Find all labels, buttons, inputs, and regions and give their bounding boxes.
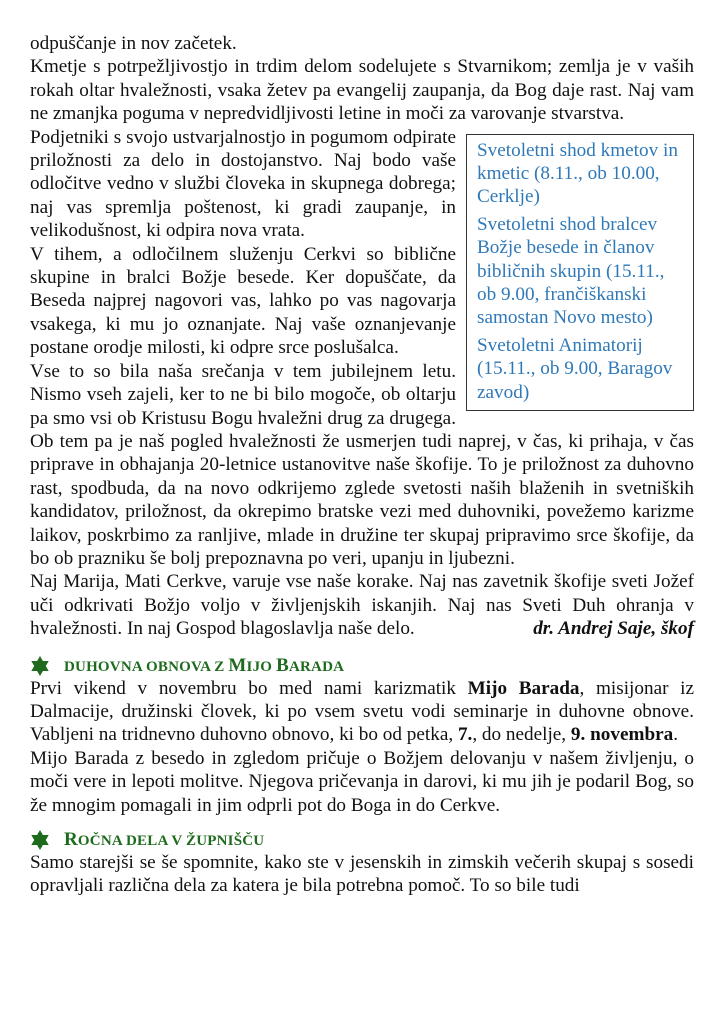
section-title: DUHOVNA OBNOVA Z MIJO BARADA bbox=[64, 654, 345, 676]
events-box bbox=[466, 134, 694, 411]
paragraph: Mijo Barada z besedo in zgledom pričuje o Božjem delovanju v našem življenju, o moči vere in lepoti molitve. Njegova pričevanja in darovi, ki mu jih je podaril Bog, so že mnogim pomagali in jim odprli pot do Boga in do Cerkve. bbox=[30, 747, 694, 816]
paragraph bbox=[30, 570, 694, 640]
signature: dr. Andrej Saje, škof bbox=[533, 618, 694, 640]
paragraph: Samo starejši se še spomnite, kako ste v jesenskih in zimskih večerih skupaj s sosedi opravljali različna dela za katera je bila potrebna pomoč. To so bile tudi bbox=[30, 852, 694, 897]
star-icon bbox=[30, 656, 50, 676]
paragraph: Vse to so bila naša srečanja v tem jubilejnem letu. Nismo vseh zajeli, ker to ne bi bilo mogoče, ob oltarju pa smo vsi ob Kristusu Bogu hvaležni drug za drugega. Ob tem pa je naš pogled hvaležnosti že usmerjen tudi naprej, v čas, ki prihaja, v čas priprave in obhajanja 20-letnice ustanovitve naše škofije. To je priložnost za duhovno rast, spodbuda, da na novo odkrijemo zglede svetosti naših blaženih in svetniških kandidatov, priložnost, da okrepimo bratske vezi med duhovniki, povežemo karizme laikov, poskrbimo za ranljive, mlade in družine ter skupaj pripravimo srce škofije, da bo ob prazniku še bolj prepoznavna po veri, upanju in ljubezni. bbox=[30, 360, 694, 569]
section-heading bbox=[30, 655, 694, 677]
paragraph: Prvi vikend v novembru bo med nami karizmatik Mijo Barada, misijonar iz Dalmacije, družinski človek, ki po vsem svetu vodi seminarje in duhovne obnove. Vabljeni na tridnevno duhovno obnovo, ki bo od petka, 7., do nedelje, 9. novembra. bbox=[30, 677, 695, 746]
section-heading bbox=[30, 829, 694, 851]
star-icon bbox=[30, 830, 50, 850]
paragraph: Podjetniki s svojo ustvarjalnostjo in pogumom odpirate priložnosti za delo in dostojanstvo. Naj bodo vaše odločitve vedno v službi človeka in skupnega dobrega; naj vas spremlja poštenost, ki gradi zaupanje, in velikodušnost, ki odpira nova vrata. bbox=[30, 126, 456, 242]
document-page bbox=[30, 32, 694, 898]
event-item: Svetoletni shod bralcev Božje besede in članov bibličnih skupin (15.11., ob 9.00, frančiškanski samostan Novo mesto) bbox=[477, 213, 665, 329]
paragraph: V tihem, a odločilnem služenju Cerkvi so biblične skupine in bralci Božje besede. Ker dopuščate, da Beseda najprej nagovori vas, lahko po vas nagovarja vsakega, ki mu jo oznanjate. Naj vaše oznanjevanje postane orodje milosti, ki odpre srce poslušalca. bbox=[30, 243, 456, 359]
closing-text: Naj Marija, Mati Cerkve, varuje vse naše korake. Naj nas zavetnik škofije sveti Jožef uči odkrivati Božjo voljo v življenjskih iskanjih. Naj nas Sveti Duh ohranja v hvaležnosti. In naj Gospod blagoslavlja naše delo. bbox=[30, 571, 694, 640]
event-item: Svetoletni Animatorij (15.11., ob 9.00, Baragov zavod) bbox=[477, 334, 673, 403]
section-title: ROČNA DELA V ŽUPNIŠČU bbox=[64, 829, 265, 850]
paragraph: odpuščanje in nov začetek. bbox=[30, 33, 237, 54]
paragraph: Kmetje s potrpežljivostjo in trdim delom sodelujete s Stvarnikom; zemlja je v vaših rokah oltar hvaležnosti, vsaka žetev pa evangelij zaupanja, da Bog daje rast. Naj vam ne zmanjka poguma v nepredvidljivosti letine in moči za varovanje stvarstva. bbox=[30, 56, 694, 125]
event-item: Svetoletni shod kmetov in kmetic (8.11., ob 10.00, Cerklje) bbox=[477, 139, 678, 208]
